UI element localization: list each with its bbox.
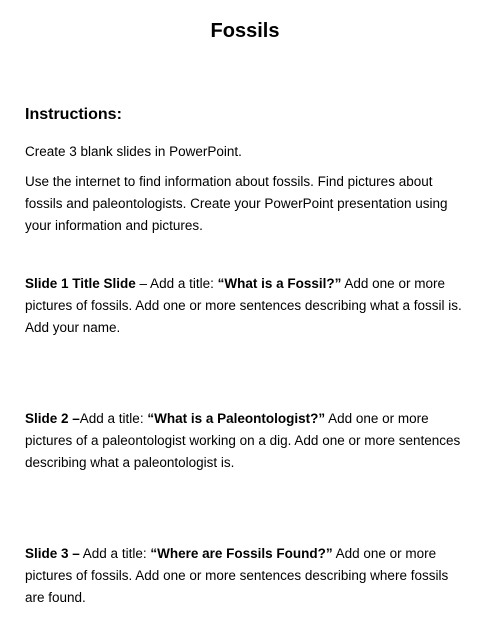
instruction-paragraph-1: Create 3 blank slides in PowerPoint. [25, 144, 242, 159]
slide-2-label: Slide 2 – [25, 411, 80, 426]
slide-2-text: Add one or more pictures of a paleontologist working on a dig. Add one or more sentences describing what a paleontologist is. [25, 411, 461, 470]
slide-3-title: “Where are Fossils Found?” [150, 546, 333, 561]
slide-2-instruction [25, 408, 465, 474]
slide-3-sep: Add a title: [79, 546, 151, 561]
slide-1-label: Slide 1 Title Slide [25, 276, 136, 291]
instructions-heading: Instructions: [25, 106, 122, 123]
slide-2-title: “What is a Paleontologist?” [147, 411, 326, 426]
instruction-paragraph-2: Use the internet to find information about fossils. Find pictures about fossils and paleontologists. Create your PowerPoint presentation using your information and pictures. [25, 174, 448, 233]
slide-1-sep: – Add a title: [135, 276, 218, 291]
slide-1-text: Add one or more pictures of fossils. Add one or more sentences describing what a fossil is. Add your name. [25, 276, 462, 335]
slide-3-label: Slide 3 – [25, 546, 80, 561]
slide-1-title: “What is a Fossil?” [217, 276, 342, 291]
slide-3-instruction [25, 543, 465, 609]
document-title: Fossils [210, 20, 280, 42]
slide-2-sep: Add a title: [79, 411, 148, 426]
slide-3-text: Add one or more pictures of fossils. Add one or more sentences describing where fossils are found. [25, 546, 449, 605]
slide-1-instruction [25, 273, 465, 339]
